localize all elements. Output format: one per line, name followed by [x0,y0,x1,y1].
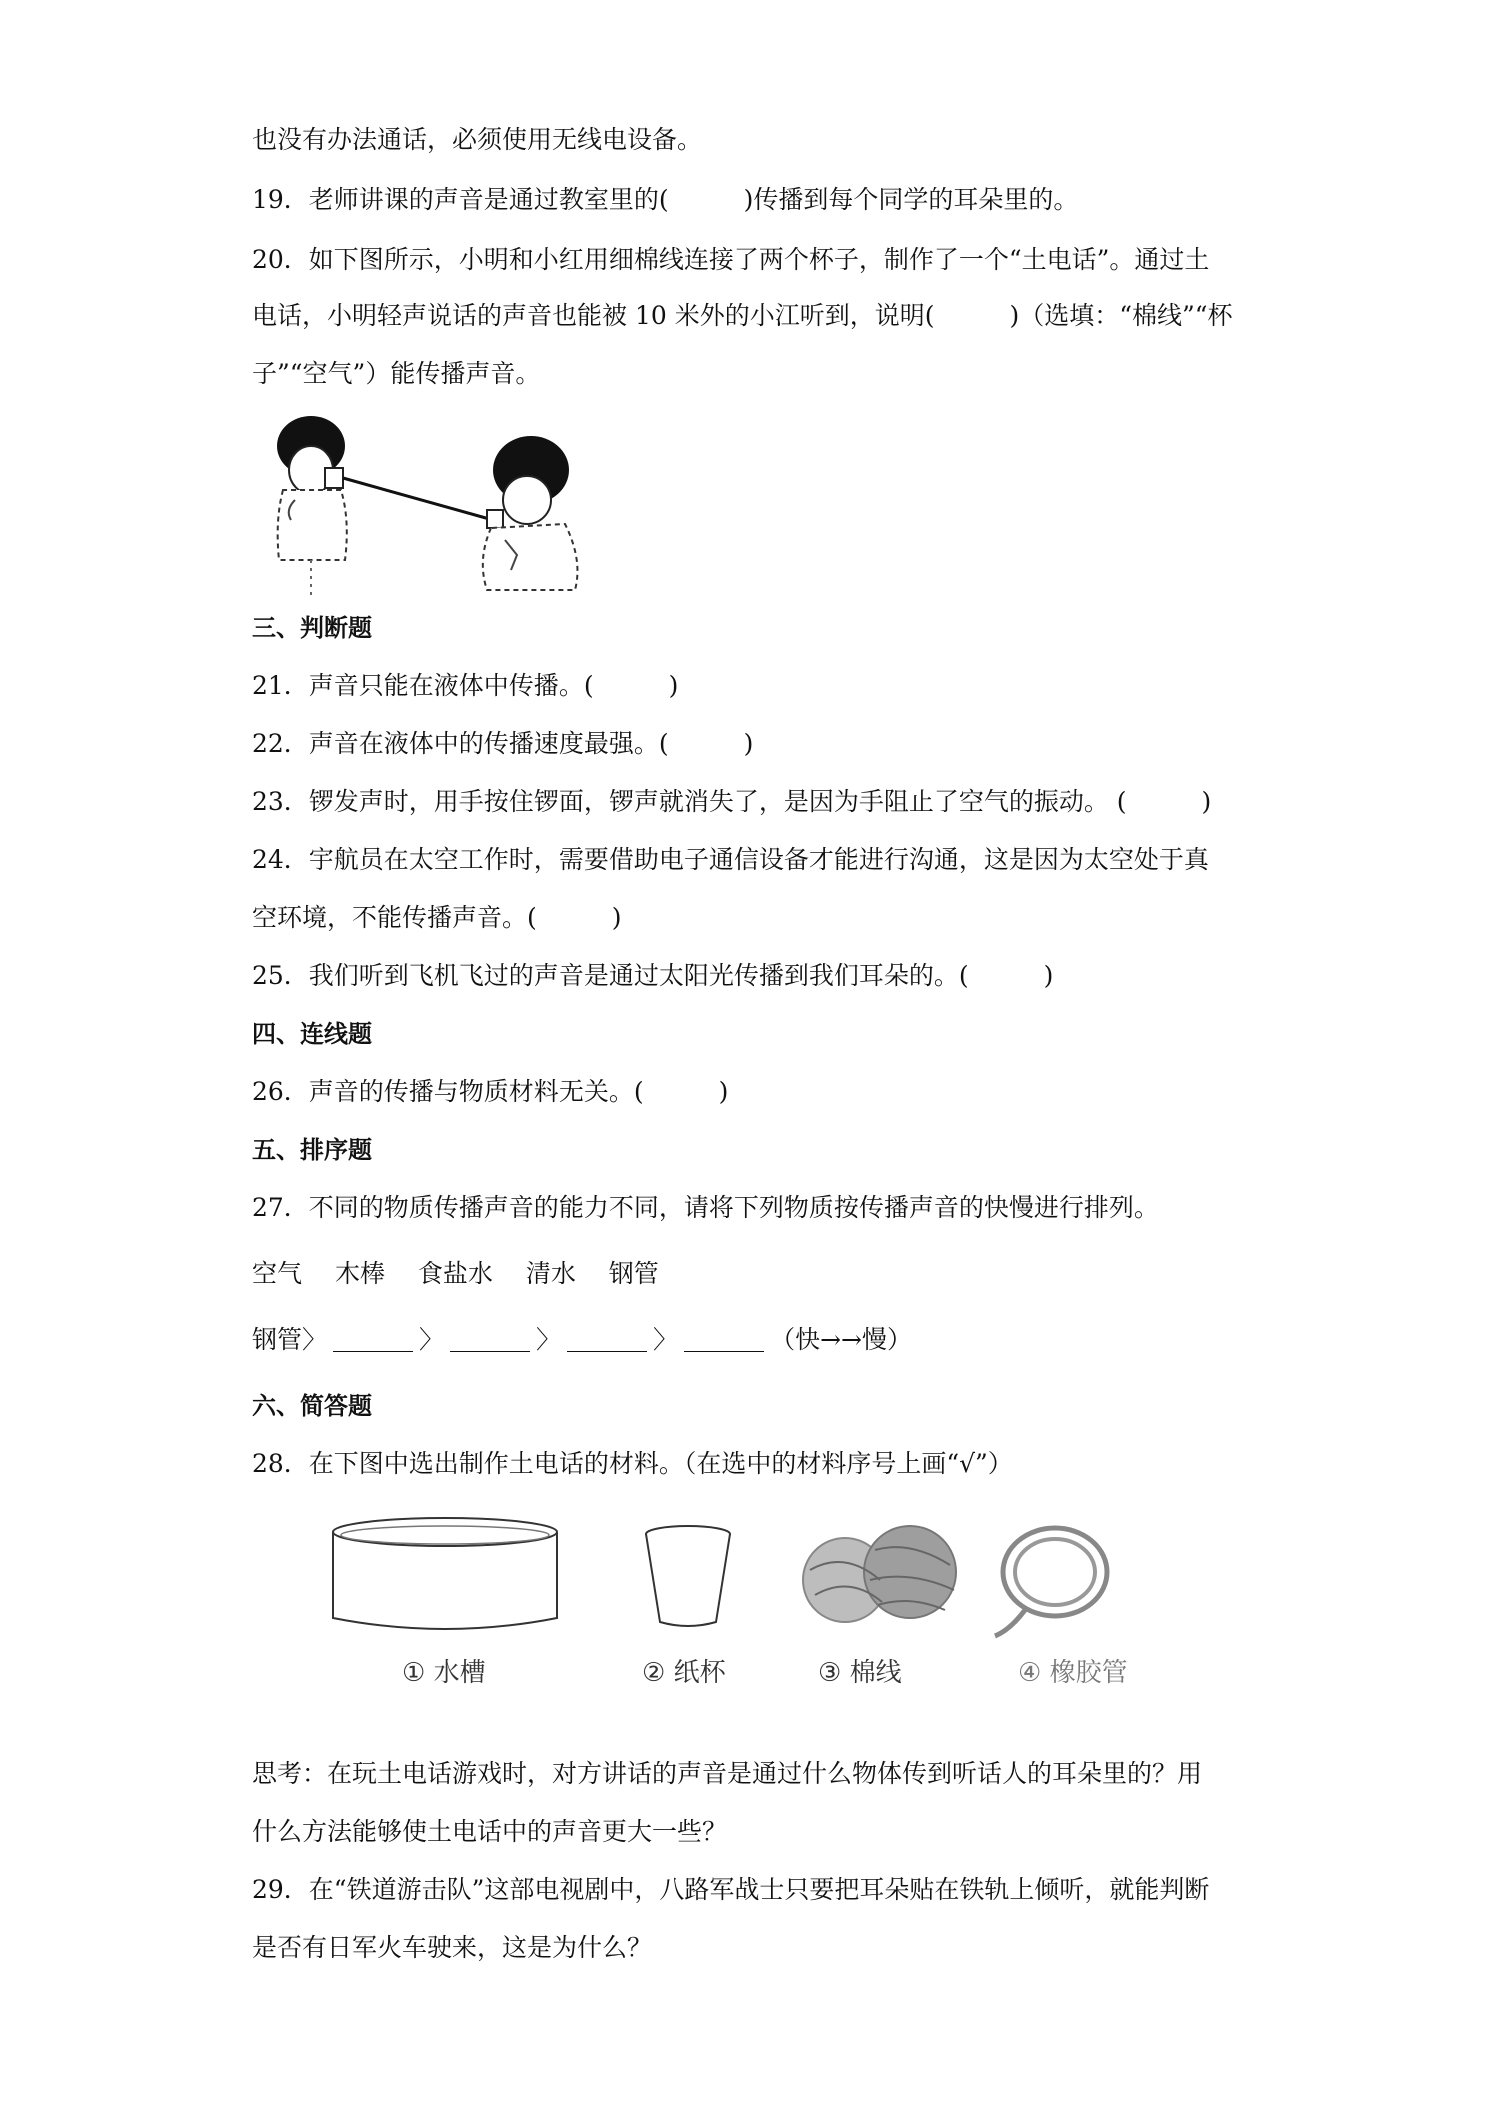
question-20-line3: 子”“空气”）能传播声音。 [252,359,541,388]
question-24-line2: 空环境，不能传播声音。( ) [252,903,622,932]
question-23: 23．锣发声时，用手按住锣面，锣声就消失了，是因为手阻止了空气的振动。 ( ) [252,787,1212,816]
question-25: 25．我们听到飞机飞过的声音是通过太阳光传播到我们耳朵的。( ) [252,961,1054,990]
paper-cup-image [646,1526,730,1626]
question-27-order-row [252,1323,1248,1357]
question-20-line1: 20．如下图所示，小明和小红用细棉线连接了两个杯子，制作了一个“土电话”。通过土 [252,245,1210,274]
order-separator: 〉 [536,1325,562,1354]
question-24-line1: 24．宇航员在太空工作时，需要借助电子通信设备才能进行沟通，这是因为太空处于真 [252,845,1209,874]
think-line2: 什么方法能够使土电话中的声音更大一些？ [252,1817,728,1846]
question-27-items: 空气 木棒 食盐水 清水 钢管 [252,1259,659,1288]
section-heading-ordering: 五、排序题 [252,1136,372,1164]
tin-can-phone-illustration [255,410,595,600]
material-label-rubber-tube: ④ 橡胶管 [1018,1658,1128,1688]
section-heading-matching: 四、连线题 [252,1020,372,1048]
question-29-line2: 是否有日军火车驶来，这是为什么？ [252,1933,653,1962]
answer-blank-1[interactable] [333,1327,413,1352]
section-heading-judgment: 三、判断题 [252,614,372,642]
answer-blank-4[interactable] [684,1327,764,1352]
question-19: 19．老师讲课的声音是通过教室里的( )传播到每个同学的耳朵里的。 [252,185,1079,214]
rubber-tube-image [995,1528,1107,1636]
water-tank-image [333,1518,557,1629]
think-line1: 思考：在玩土电话游戏时，对方讲话的声音是通过什么物体传到听话人的耳朵里的？用 [252,1759,1203,1788]
question-20-line2: 电话，小明轻声说话的声音也能被 10 米外的小江听到，说明( )（选填：“棉线”“杯 [252,301,1233,330]
question-29-line1: 29．在“铁道游击队”这部电视剧中，八路军战士只要把耳朵贴在铁轨上倾听，就能判断 [252,1875,1210,1904]
text-line: 也没有办法通话，必须使用无线电设备。 [252,125,703,154]
order-separator: 〉 [653,1325,679,1354]
question-22: 22．声音在液体中的传播速度最强。( ) [252,729,754,758]
string-line [343,478,493,520]
materials-figure [330,1510,1180,1670]
material-label-cotton-thread: ③ 棉线 [818,1658,902,1688]
order-separator: 〉 [419,1325,445,1354]
answer-blank-2[interactable] [450,1327,530,1352]
material-label-water-tank: ① 水槽 [402,1658,486,1688]
question-27: 27．不同的物质传播声音的能力不同，请将下列物质按传播声音的快慢进行排列。 [252,1193,1159,1222]
cotton-thread-image [803,1526,956,1622]
question-26: 26．声音的传播与物质材料无关。( ) [252,1077,729,1106]
question-28: 28．在下图中选出制作土电话的材料。（在选中的材料序号上画“√”） [252,1449,1013,1478]
answer-blank-3[interactable] [567,1327,647,1352]
material-label-paper-cup: ② 纸杯 [642,1658,726,1688]
order-start: 钢管〉 [252,1325,328,1354]
order-end: （快→→慢） [770,1325,912,1354]
question-21: 21．声音只能在液体中传播。( ) [252,671,679,700]
right-cup [487,510,503,528]
section-heading-short-answer: 六、简答题 [252,1392,372,1420]
left-cup [325,468,343,488]
